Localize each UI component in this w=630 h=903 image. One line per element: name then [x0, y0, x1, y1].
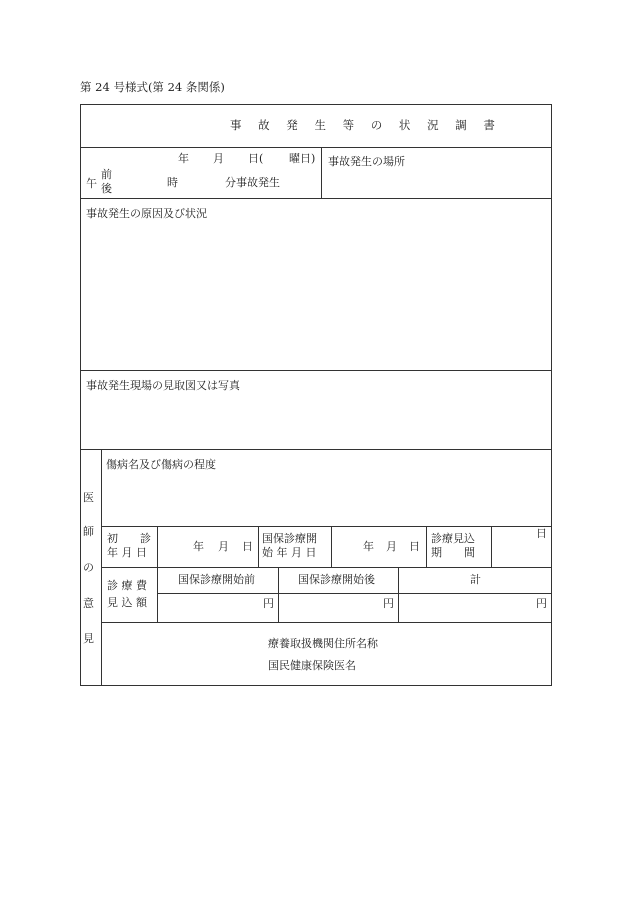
rule-doctor-column	[101, 449, 102, 686]
doctor-label-char-1: 医	[83, 491, 94, 504]
date-day-label: 日(	[248, 152, 264, 165]
doctor-name-label: 国民健康保険医名	[268, 659, 356, 672]
rule-title-bottom	[80, 147, 552, 148]
accident-cause-label: 事故発生の原因及び状況	[86, 207, 207, 220]
rule-datetime-divider	[321, 147, 322, 198]
nhi-start-label-line-2: 始 年 月 日	[262, 546, 317, 559]
rule-dates-divider-4	[491, 526, 492, 567]
time-hour-label: 時	[167, 176, 178, 189]
accident-place-label: 事故発生の場所	[328, 155, 405, 168]
doctor-label-char-4: 意	[83, 597, 94, 610]
form-title: 事 故 発 生 等 の 状 況 調 書	[230, 118, 502, 132]
injury-label: 傷病名及び傷病の程度	[106, 458, 216, 471]
nhi-start-year: 年	[363, 540, 374, 553]
cost-after-unit: 円	[383, 597, 394, 610]
doctor-label-char-5: 見	[83, 632, 94, 645]
cost-total-unit: 円	[536, 597, 547, 610]
rule-cost-divider-1	[278, 567, 279, 622]
first-visit-year: 年	[193, 540, 204, 553]
institution-label: 療養取扱機関住所名称	[268, 637, 378, 650]
doctor-label-char-2: 師	[83, 525, 94, 538]
cost-header-before: 国保診療開始前	[178, 573, 255, 586]
cost-header-after: 国保診療開始後	[298, 573, 375, 586]
date-month-label: 月	[213, 152, 224, 165]
nhi-start-day: 日	[409, 540, 420, 553]
first-visit-label-line-1: 初 診	[107, 532, 151, 545]
rule-label-column	[157, 526, 158, 622]
nhi-start-label-line-1: 国保診療開	[262, 532, 317, 545]
nhi-start-month: 月	[386, 540, 397, 553]
first-visit-label-line-2: 年 月 日	[107, 546, 147, 559]
expected-period-unit: 日	[536, 527, 547, 540]
cost-before-unit: 円	[263, 597, 274, 610]
time-minute-label: 分事故発生	[225, 176, 280, 189]
first-visit-day: 日	[242, 540, 253, 553]
cost-label-line-1: 診 療 費	[107, 579, 147, 592]
rule-cause-bottom	[80, 370, 552, 371]
date-weekday-label: 曜日)	[289, 152, 316, 165]
report-form-frame	[80, 104, 552, 686]
rule-cost-divider-2	[398, 567, 399, 622]
rule-cost-bottom	[101, 622, 552, 623]
rule-injury-bottom	[101, 526, 552, 527]
time-am-label: 前	[101, 168, 112, 181]
accident-sketch-label: 事故発生現場の見取図又は写真	[86, 379, 240, 392]
cost-header-total: 計	[470, 573, 481, 586]
time-pm-label: 後	[101, 182, 112, 195]
form-number: 第 24 号様式(第 24 条関係)	[80, 80, 225, 94]
rule-dates-bottom	[101, 567, 552, 568]
rule-dates-divider-3	[426, 526, 427, 567]
time-ampm-label: 午	[86, 177, 97, 190]
rule-dates-divider-2	[331, 526, 332, 567]
first-visit-month: 月	[218, 540, 229, 553]
expected-period-label-line-1: 診療見込	[431, 532, 475, 545]
rule-sketch-bottom	[80, 449, 552, 450]
rule-datetime-bottom	[80, 198, 552, 199]
expected-period-label-line-2: 期 間	[431, 546, 475, 559]
cost-label-line-2: 見 込 額	[107, 596, 147, 609]
doctor-label-char-3: の	[83, 561, 94, 574]
date-year-label: 年	[178, 152, 189, 165]
rule-dates-divider-1	[258, 526, 259, 567]
rule-cost-header-bottom	[157, 593, 552, 594]
